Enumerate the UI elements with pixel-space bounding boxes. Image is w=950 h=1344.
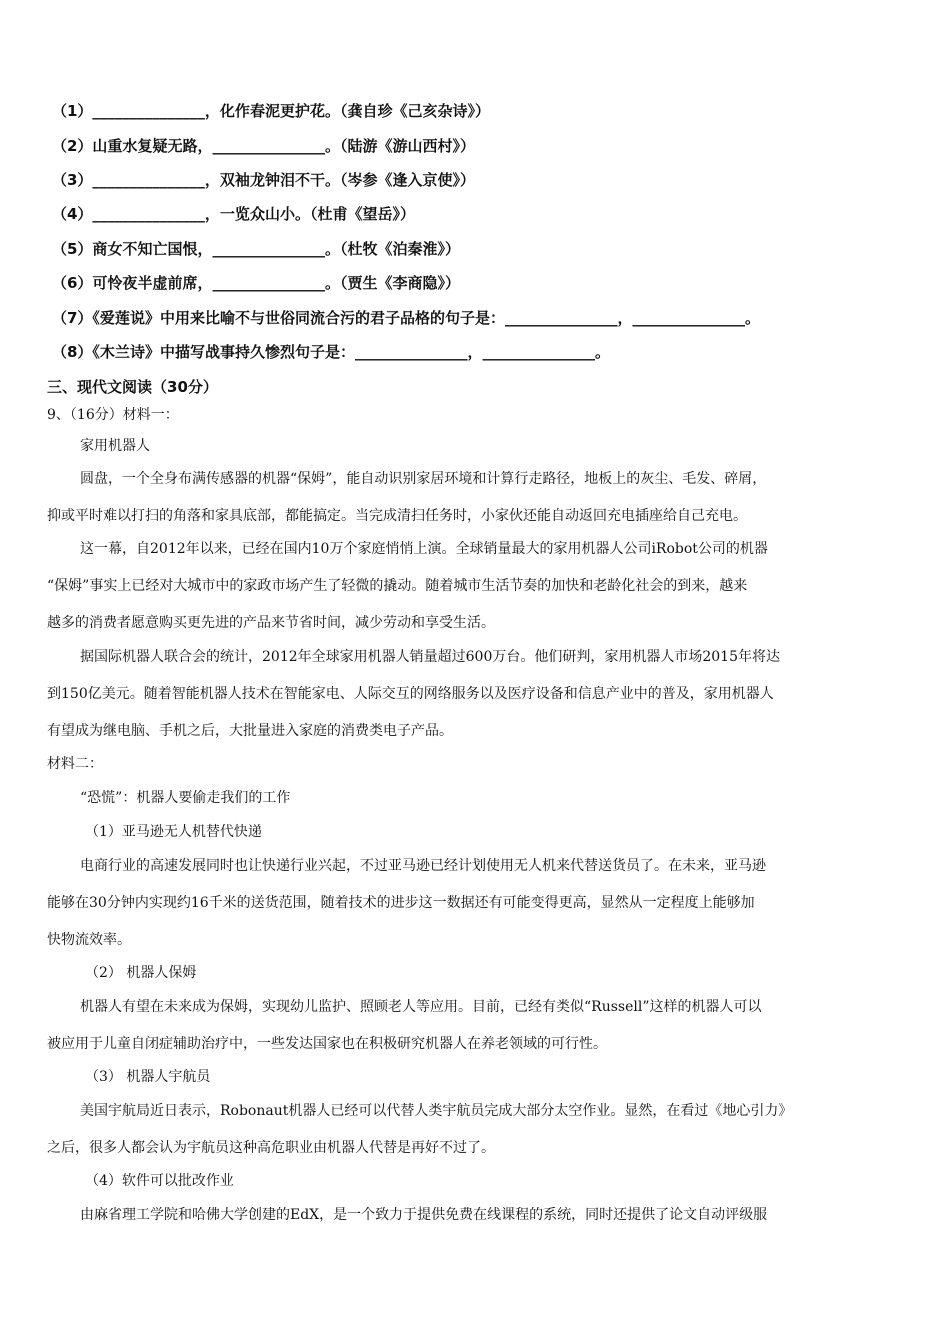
paragraph-line: 机器人有望在未来成为保姆，实现幼儿监护、照顾老人等应用。目前，已经有类似“Russell”这样的机器人可以 [80,999,762,1015]
paragraph-line: 到150亿美元。随着智能机器人技术在智能家电、人际交互的网络服务以及医疗设备和信息产业中的普及，家用机器人 [47,686,774,702]
paragraph-line: 快物流效率。 [47,932,131,948]
fill-question-1: （1）_______________，化作春泥更护花。（龚自珍《己亥杂诗》） [52,102,490,120]
paragraph-line: 电商行业的高速发展同时也让快递行业兴起，不过亚马逊已经计划使用无人机来代替送货员了。在未来，亚马逊 [80,858,766,874]
fill-question-3: （3）_______________，双袖龙钟泪不干。（岑参《逢入京使》） [52,171,475,189]
paragraph-line: 由麻省理工学院和哈佛大学创建的EdX，是一个致力于提供免费在线课程的系统，同时还提供了论文自动评级服 [80,1207,768,1223]
paragraph-line: 抑或平时难以打扫的角落和家具底部，都能搞定。当完成清扫任务时，小家伙还能自动返回充电插座给自己充电。 [47,508,747,524]
fill-question-6: （6）可怜夜半虚前席，_______________。（贾生《李商隐》） [52,274,460,292]
paragraph-line: 能够在30分钟内实现约16千米的送货范围，随着技术的进步这一数据还有可能变得更高，显然从一定程度上能够加 [47,895,755,911]
material2-subheading-3: （3） 机器人宇航员 [85,1069,211,1085]
paragraph-line: 被应用于儿童自闭症辅助治疗中，一些发达国家也在积极研究机器人在养老领域的可行性。 [47,1036,607,1052]
material2-title: “恐慌”：机器人要偷走我们的工作 [80,790,291,806]
fill-question-2: （2）山重水复疑无路，_______________。（陆游《游山西村》） [52,137,475,155]
fill-question-5: （5）商女不知亡国恨，_______________。（杜牧《泊秦淮》） [52,240,460,258]
fill-question-4: （4）_______________，一览众山小。（杜甫《望岳》） [52,205,415,223]
material2-subheading-2: （2） 机器人保姆 [85,965,197,981]
material2-label: 材料二： [47,756,103,772]
fill-question-7: （7）《爱莲说》中用来比喻不与世俗同流合污的君子品格的句子是：_______________，_______________。 [52,309,760,327]
material2-subheading-4: （4）软件可以批改作业 [85,1173,234,1189]
paragraph-line: 圆盘，一个全身布满传感器的机器“保姆”，能自动识别家居环境和计算行走路径，地板上的灰尘、毛发、碎屑， [80,471,767,487]
paragraph-line: 越多的消费者愿意购买更先进的产品来节省时间，减少劳动和享受生活。 [47,615,495,631]
material2-subheading-1: （1）亚马逊无人机替代快递 [85,824,262,840]
paragraph-line: 这一幕，自2012年以来，已经在国内10万个家庭悄悄上演。全球销量最大的家用机器人公司iRobot公司的机器 [80,541,768,557]
paragraph-line: 之后，很多人都会认为宇航员这种高危职业由机器人代替是再好不过了。 [47,1140,495,1156]
paragraph-line: “保姆”事实上已经对大城市中的家政市场产生了轻微的撬动。随着城市生活节奏的加快和老龄化社会的到来，越来 [47,578,748,594]
section-title: 三、现代文阅读（30分） [47,378,218,396]
paragraph-line: 有望成为继电脑、手机之后，大批量进入家庭的消费类电子产品。 [47,723,453,739]
paragraph-line: 美国宇航局近日表示，Robonaut机器人已经可以代替人类宇航员完成大部分太空作业。显然，在看过《地心引力》 [80,1103,793,1119]
material1-title: 家用机器人 [80,438,150,454]
paragraph-line: 据国际机器人联合会的统计，2012年全球家用机器人销量超过600万台。他们研判，家用机器人市场2015年将达 [80,649,780,665]
question-header: 9、（16分）材料一： [47,407,179,423]
fill-question-8: （8）《木兰诗》中描写战事持久惨烈句子是：_______________，_______________。 [52,343,610,361]
